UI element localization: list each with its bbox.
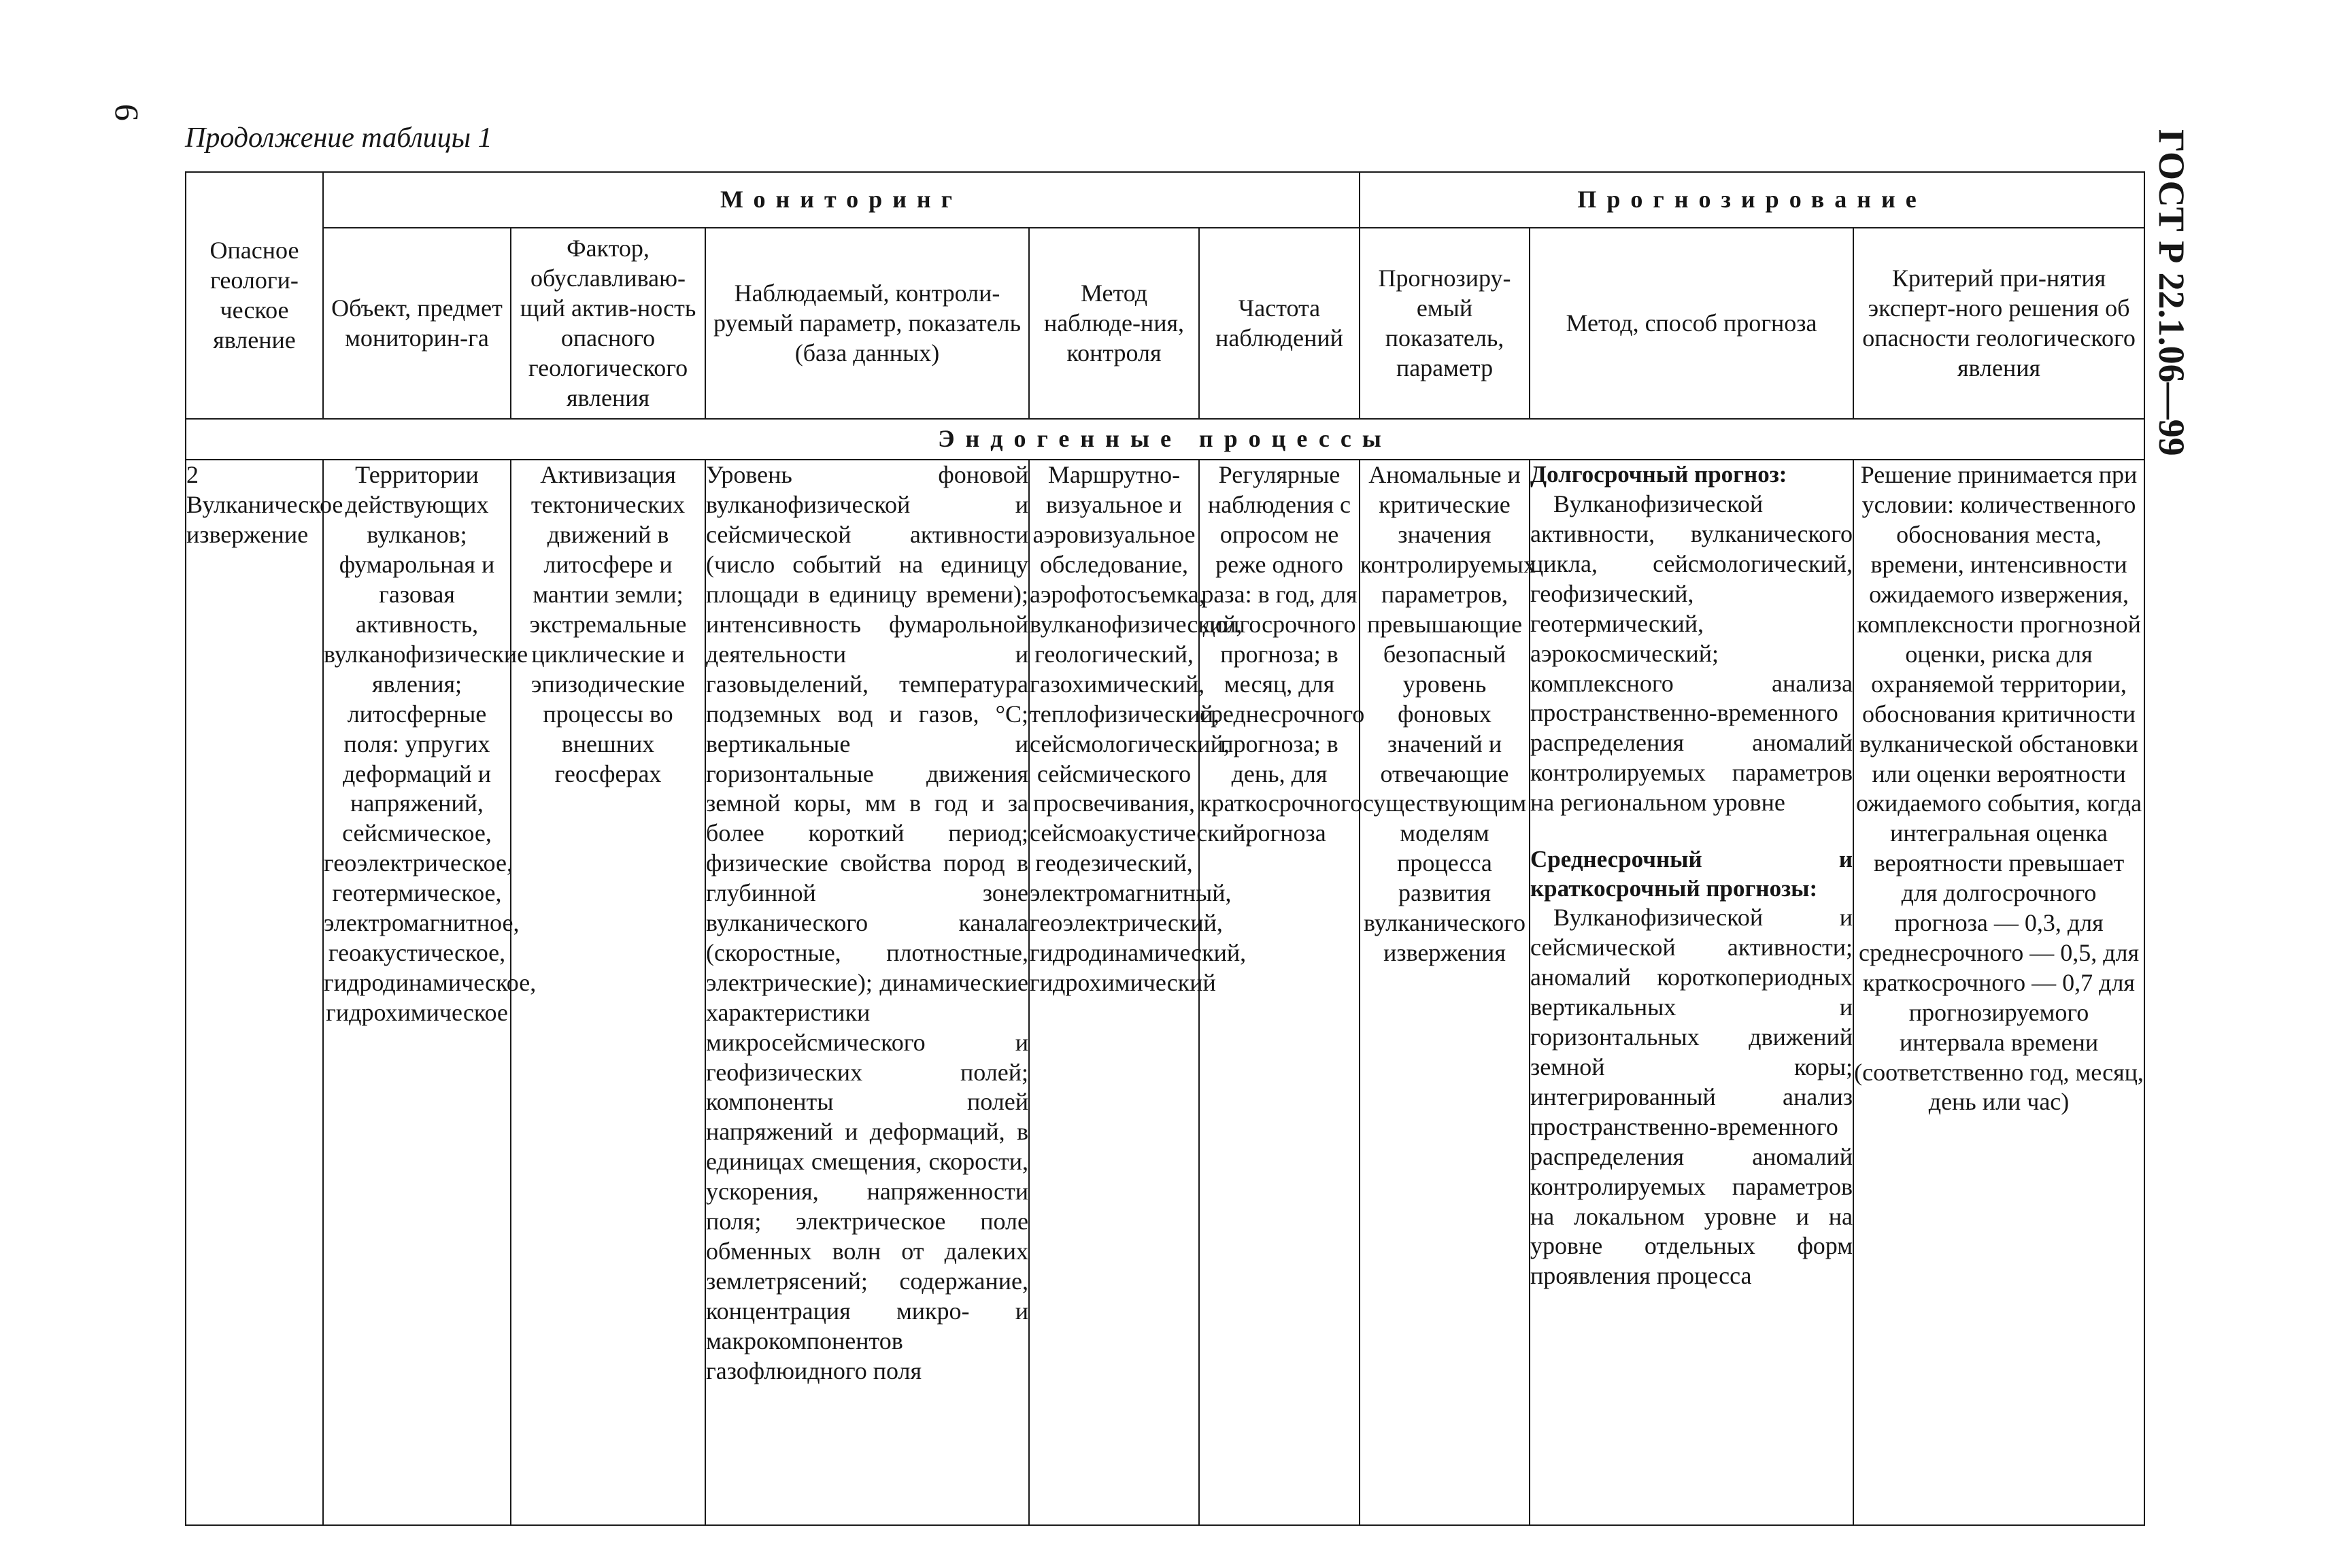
- group-header-monitoring: Мониторинг: [323, 172, 1360, 228]
- col-header-parameter: Наблюдаемый, контроли-руемый параметр, показатель (база данных): [705, 228, 1029, 419]
- long-term-text: Вулканофизической активности, вулканического цикла, сейсмологический, геофизический, геотермический, аэрокосмический; комплексного анализа пространственно-временного распределения аномалий контролируемых параметров на региональном уровне: [1530, 490, 1853, 817]
- table-caption: Продолжение таблицы 1: [185, 122, 492, 154]
- short-term-heading: Среднесрочный и краткосрочный прогнозы:: [1530, 846, 1853, 902]
- short-term-text: Вулканофизической и сейсмической активности; аномалий короткопериодных вертикальных и горизонтальных движений земной коры; интегрированный анализ пространственно-временного распределения аномалий контролируемых параметров на локальном уровне и на уровне отдельных форм проявления процесса: [1530, 904, 1853, 1290]
- cell-criterion: Решение принимается при условии: количественного обоснования места, времени, интенсивности ожидаемого извержения, комплексности прогнозной оценки, риска для охраняемой территории, обоснования критичности вулканической обстановки или оценки вероятности ожидаемого события, когда интегральная оценка вероятности превышает для долгосрочного прогноза — 0,3, для среднесрочного — 0,5, для краткосрочного — 0,7 для прогнозируемого интервала времени (соответственно год, месяц, день или час): [1853, 460, 2144, 1525]
- page-number: 9: [107, 104, 145, 121]
- col-header-forecast-method: Метод, способ прогноза: [1530, 228, 1853, 419]
- col-header-object: Объект, предмет мониторин-га: [323, 228, 511, 419]
- header-group-row: [186, 172, 2144, 228]
- cell-frequency: Регулярные наблюдения с опросом не реже одного раза: в год, для долгосрочного прогноза; в месяц, для среднесрочного прогноза; в день, для краткосрочного прогноза: [1199, 460, 1360, 1525]
- cell-forecast-indicator: Аномальные и критические значения контролируемых параметров, превышающие безопасный уровень фоновых значений и отвечающие существующим моделям процесса развития вулканического извержения: [1360, 460, 1530, 1525]
- cell-factor: Активизация тектонических движений в литосфере и мантии земли; экстремальные циклические и эпизодические процессы во внешних геосферах: [511, 460, 705, 1525]
- cell-forecast-method: [1530, 460, 1853, 1525]
- col-header-forecast-indicator: Прогнозиру-емый показатель, параметр: [1360, 228, 1530, 419]
- section-title: Эндогенные процессы: [186, 419, 2144, 460]
- col-header-criterion: Критерий при-нятия эксперт-ного решения об опасности геологического явления: [1853, 228, 2144, 419]
- section-row: [186, 419, 2144, 460]
- hazard-table: [185, 171, 2145, 1526]
- standard-code: ГОСТ Р 22.1.06—99: [2151, 129, 2192, 456]
- group-header-forecasting: Прогнозирование: [1360, 172, 2144, 228]
- cell-phenomenon: 2 Вулканическое извержение: [186, 460, 323, 1525]
- long-term-heading: Долгосрочный прогноз:: [1530, 461, 1787, 488]
- header-columns-row: [186, 228, 2144, 419]
- table-row: [186, 460, 2144, 1525]
- col-header-frequency: Частота наблюдений: [1199, 228, 1360, 419]
- cell-parameter: Уровень фоновой вулканофизической и сейсмической активности (число событий на единицу площади в единицу времени); интенсивность фумарольной деятельности и газовыделений, температура подземных вод и газов, °С; вертикальные и горизонтальные движения земной коры, мм в год и за более короткий период; физические свойства пород в глубинной зоне вулканического канала (скоростные, плотностные, электрические); динамические характеристики микросейсмического и геофизических полей; компоненты полей напряжений и деформаций, в единицах смещения, скорости, ускорения, напряженности поля; электрическое поле обменных волн от далеких землетрясений; содержание, концентрация микро- и макрокомпонентов газофлюидного поля: [705, 460, 1029, 1525]
- cell-object: Территории действующих вулканов; фумарольная и газовая активность, вулканофизические явления; литосферные поля: упругих деформаций и напряжений, сейсмическое, геоэлектрическое, геотермическое, электромагнитное, геоакустическое, гидродинамическое, гидрохимическое: [323, 460, 511, 1525]
- cell-method: Маршрутно-визуальное и аэровизуальное обследование, аэрофотосъемка, вулканофизический, геологический, газохимический, теплофизический, сейсмологический, сейсмического просвечивания, сейсмоакустический, геодезический, электромагнитный, геоэлектрический, гидродинамический, гидрохимический: [1029, 460, 1199, 1525]
- col-header-phenomenon: Опасное геологи-ческое явление: [186, 172, 323, 419]
- col-header-method: Метод наблюде-ния, контроля: [1029, 228, 1199, 419]
- col-header-factor: Фактор, обуславливаю-щий актив-ность опасного геологического явления: [511, 228, 705, 419]
